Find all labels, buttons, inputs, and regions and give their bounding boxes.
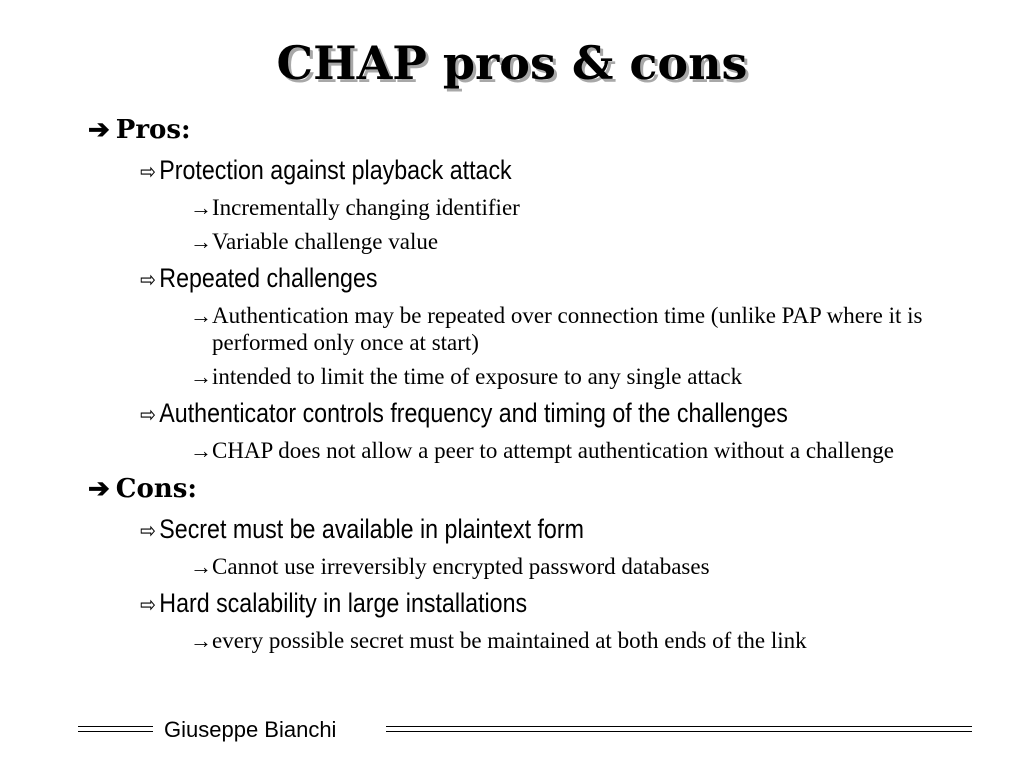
bullet-item [140, 587, 852, 621]
sub-bullet-item [190, 627, 930, 654]
right-arrow-icon: → [190, 303, 212, 328]
footer-rule-right [386, 726, 972, 732]
sub-bullet-text: Variable challenge value [212, 229, 439, 254]
sub-bullet-text: every possible secret must be maintained at both ends of the link [212, 628, 807, 653]
slide-footer [0, 716, 1024, 746]
bullet-label: Hard scalability in large installations [159, 588, 528, 618]
bold-right-arrow-icon: ➔ [88, 474, 110, 504]
sub-bullet-item [190, 194, 930, 221]
bold-right-arrow-icon: ➔ [88, 115, 110, 145]
outlined-right-arrow-icon: ⇨ [140, 518, 156, 543]
outlined-right-arrow-icon: ⇨ [140, 159, 156, 184]
right-arrow-icon: → [190, 364, 212, 389]
bullet-item [140, 513, 852, 547]
sub-bullet-text: Incrementally changing identifier [212, 195, 520, 220]
sub-bullet-item [190, 553, 930, 580]
footer-rule-left [78, 726, 153, 732]
right-arrow-icon: → [190, 554, 212, 579]
outlined-right-arrow-icon: ⇨ [140, 402, 156, 427]
bullet-item [140, 154, 852, 188]
sub-bullet-text: Cannot use irreversibly encrypted password databases [212, 554, 710, 579]
bullet-item [140, 262, 852, 296]
sub-bullet-item [190, 363, 930, 390]
section-pros [88, 112, 968, 148]
sub-bullet-text: Authentication may be repeated over connection time (unlike PAP where it is performed only once at start) [212, 303, 923, 355]
section-label: Cons: [115, 474, 197, 504]
section-cons [88, 471, 968, 507]
bullet-item [140, 397, 852, 431]
sub-bullet-item [190, 437, 930, 464]
section-label: Pros: [115, 115, 191, 145]
slide-body [88, 112, 968, 661]
sub-bullet-item [190, 228, 930, 255]
right-arrow-icon: → [190, 195, 212, 220]
outlined-right-arrow-icon: ⇨ [140, 267, 156, 292]
bullet-label: Protection against playback attack [159, 155, 512, 185]
right-arrow-icon: → [190, 438, 212, 463]
slide-title: CHAP pros & cons [276, 36, 748, 90]
sub-bullet-text: CHAP does not allow a peer to attempt authentication without a challenge [212, 438, 894, 463]
footer-author: Giuseppe Bianchi [164, 717, 337, 742]
outlined-right-arrow-icon: ⇨ [140, 592, 156, 617]
right-arrow-icon: → [190, 628, 212, 653]
bullet-label: Repeated challenges [159, 263, 378, 293]
bullet-label: Authenticator controls frequency and timing of the challenges [159, 398, 788, 428]
right-arrow-icon: → [190, 229, 212, 254]
sub-bullet-text: intended to limit the time of exposure to any single attack [212, 364, 743, 389]
sub-bullet-item [190, 302, 930, 356]
bullet-label: Secret must be available in plaintext form [159, 514, 584, 544]
